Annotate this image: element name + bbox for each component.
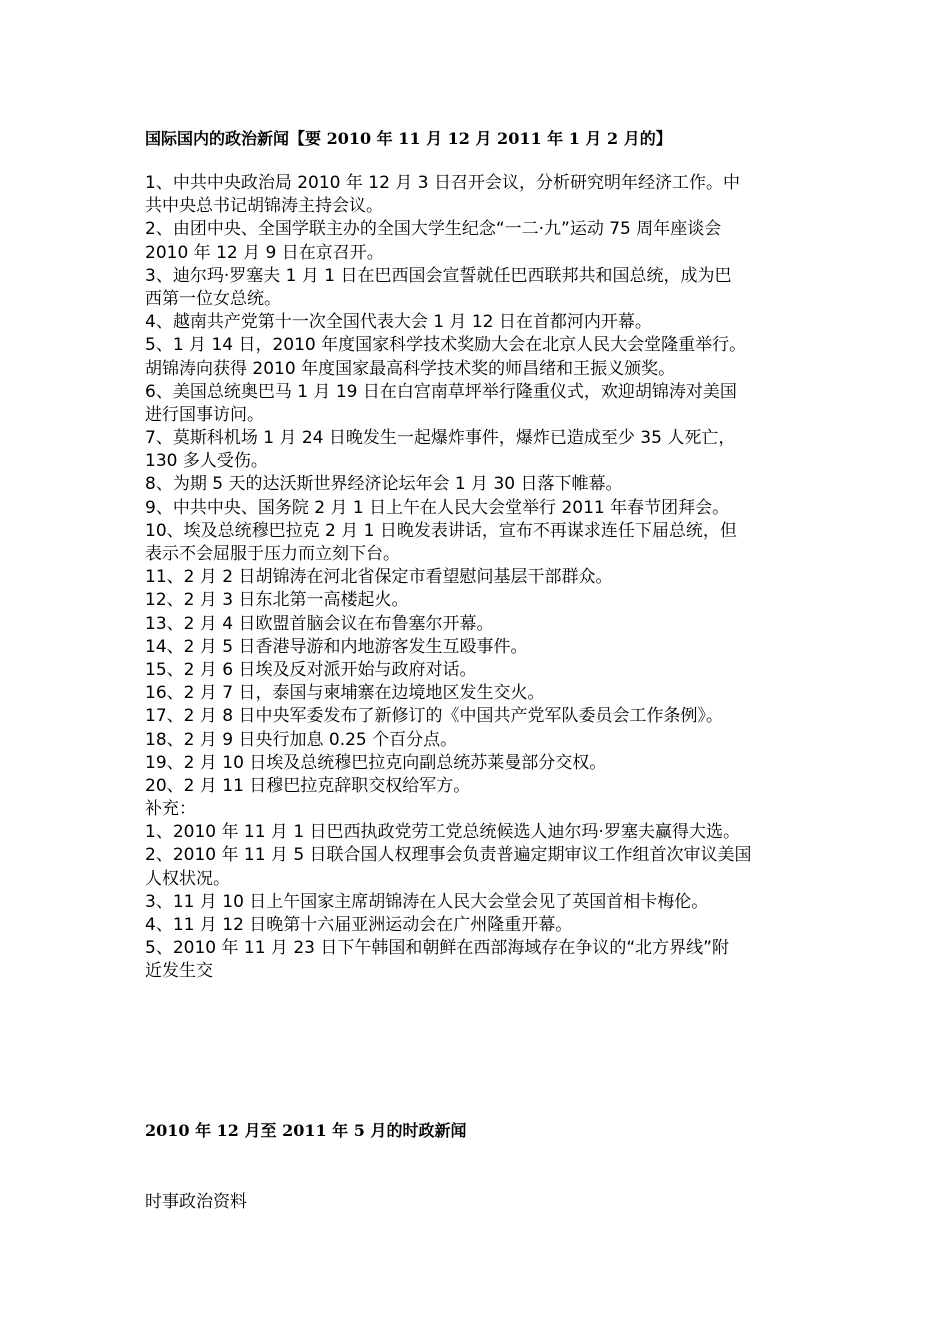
news-line: 19、2 月 10 日埃及总统穆巴拉克向副总统苏莱曼部分交权。 — [145, 752, 607, 773]
news-line: 人权状况。 — [145, 868, 230, 889]
news-line: 5、1 月 14 日，2010 年度国家科学技术奖励大会在北京人民大会堂隆重举行。 — [145, 335, 747, 356]
news-line: 4、越南共产党第十一次全国代表大会 1 月 12 日在首都河内开幕。 — [145, 312, 652, 333]
document-heading: 国际国内的政治新闻【要 2010 年 11 月 12 月 2011 年 1 月 2 月的】 — [145, 129, 672, 148]
news-list — [145, 172, 815, 984]
news-line: 5、2010 年 11 月 23 日下午韩国和朝鲜在西部海域存在争议的“北方界线”附 — [145, 938, 729, 959]
news-line: 胡锦涛向获得 2010 年度国家最高科学技术奖的师昌绪和王振义颁奖。 — [145, 358, 676, 379]
news-line: 4、11 月 12 日晚第十六届亚洲运动会在广州隆重开幕。 — [145, 915, 573, 935]
news-line: 11、2 月 2 日胡锦涛在河北省保定市看望慰问基层干部群众。 — [145, 567, 613, 588]
news-line: 3、迪尔玛·罗塞夫 1 月 1 日在巴西国会宣誓就任巴西联邦共和国总统，成为巴 — [145, 265, 732, 286]
news-line: 1、2010 年 11 月 1 日巴西执政党劳工党总统候选人迪尔玛·罗塞夫赢得大选。 — [145, 822, 740, 843]
news-line: 共中央总书记胡锦涛主持会议。 — [145, 196, 383, 217]
news-line: 7、莫斯科机场 1 月 24 日晚发生一起爆炸事件，爆炸已造成至少 35 人死亡， — [145, 428, 736, 449]
news-line: 8、为期 5 天的达沃斯世界经济论坛年会 1 月 30 日落下帷幕。 — [145, 474, 623, 495]
news-line: 1、中共中央政治局 2010 年 12 月 3 日召开会议，分析研究明年经济工作。中 — [145, 173, 740, 193]
news-line: 西第一位女总统。 — [145, 288, 281, 309]
news-line: 2、2010 年 11 月 5 日联合国人权理事会负责普遍定期审议工作组首次审议美国 — [145, 845, 752, 866]
news-line: 6、美国总统奥巴马 1 月 19 日在白宫南草坪举行隆重仪式，欢迎胡锦涛对美国 — [145, 381, 737, 402]
news-line: 13、2 月 4 日欧盟首脑会议在布鲁塞尔开幕。 — [145, 613, 494, 634]
news-line: 16、2 月 7 日，泰国与柬埔寨在边境地区发生交火。 — [145, 683, 545, 704]
news-line: 17、2 月 8 日中央军委发布了新修订的《中国共产党军队委员会工作条例》。 — [145, 706, 723, 727]
news-line: 15、2 月 6 日埃及反对派开始与政府对话。 — [145, 659, 477, 680]
news-line: 表示不会屈服于压力而立刻下台。 — [145, 544, 400, 564]
news-line: 130 多人受伤。 — [145, 451, 268, 472]
news-line: 14、2 月 5 日香港导游和内地游客发生互殴事件。 — [145, 636, 528, 657]
news-line: 补充： — [145, 799, 196, 820]
news-line: 2010 年 12 月 9 日在京召开。 — [145, 242, 384, 263]
news-line: 12、2 月 3 日东北第一高楼起火。 — [145, 590, 409, 611]
news-line: 9、中共中央、国务院 2 月 1 日上午在人民大会堂举行 2011 年春节团拜会。 — [145, 497, 730, 518]
news-line: 20、2 月 11 日穆巴拉克辞职交权给军方。 — [145, 775, 471, 796]
news-line: 18、2 月 9 日央行加息 0.25 个百分点。 — [145, 729, 458, 750]
news-line: 近发生交 — [145, 961, 213, 982]
news-line: 2、由团中央、全国学联主办的全国大学生纪念“一二·九”运动 75 周年座谈会 — [145, 219, 722, 240]
section-heading: 2010 年 12 月至 2011 年 5 月的时政新闻 — [145, 1121, 467, 1140]
news-line: 10、埃及总统穆巴拉克 2 月 1 日晚发表讲话，宣布不再谋求连任下届总统，但 — [145, 520, 737, 541]
footer-text: 时事政治资料 — [145, 1192, 247, 1212]
news-line: 进行国事访问。 — [145, 404, 264, 425]
news-line: 3、11 月 10 日上午国家主席胡锦涛在人民大会堂会见了英国首相卡梅伦。 — [145, 891, 709, 912]
